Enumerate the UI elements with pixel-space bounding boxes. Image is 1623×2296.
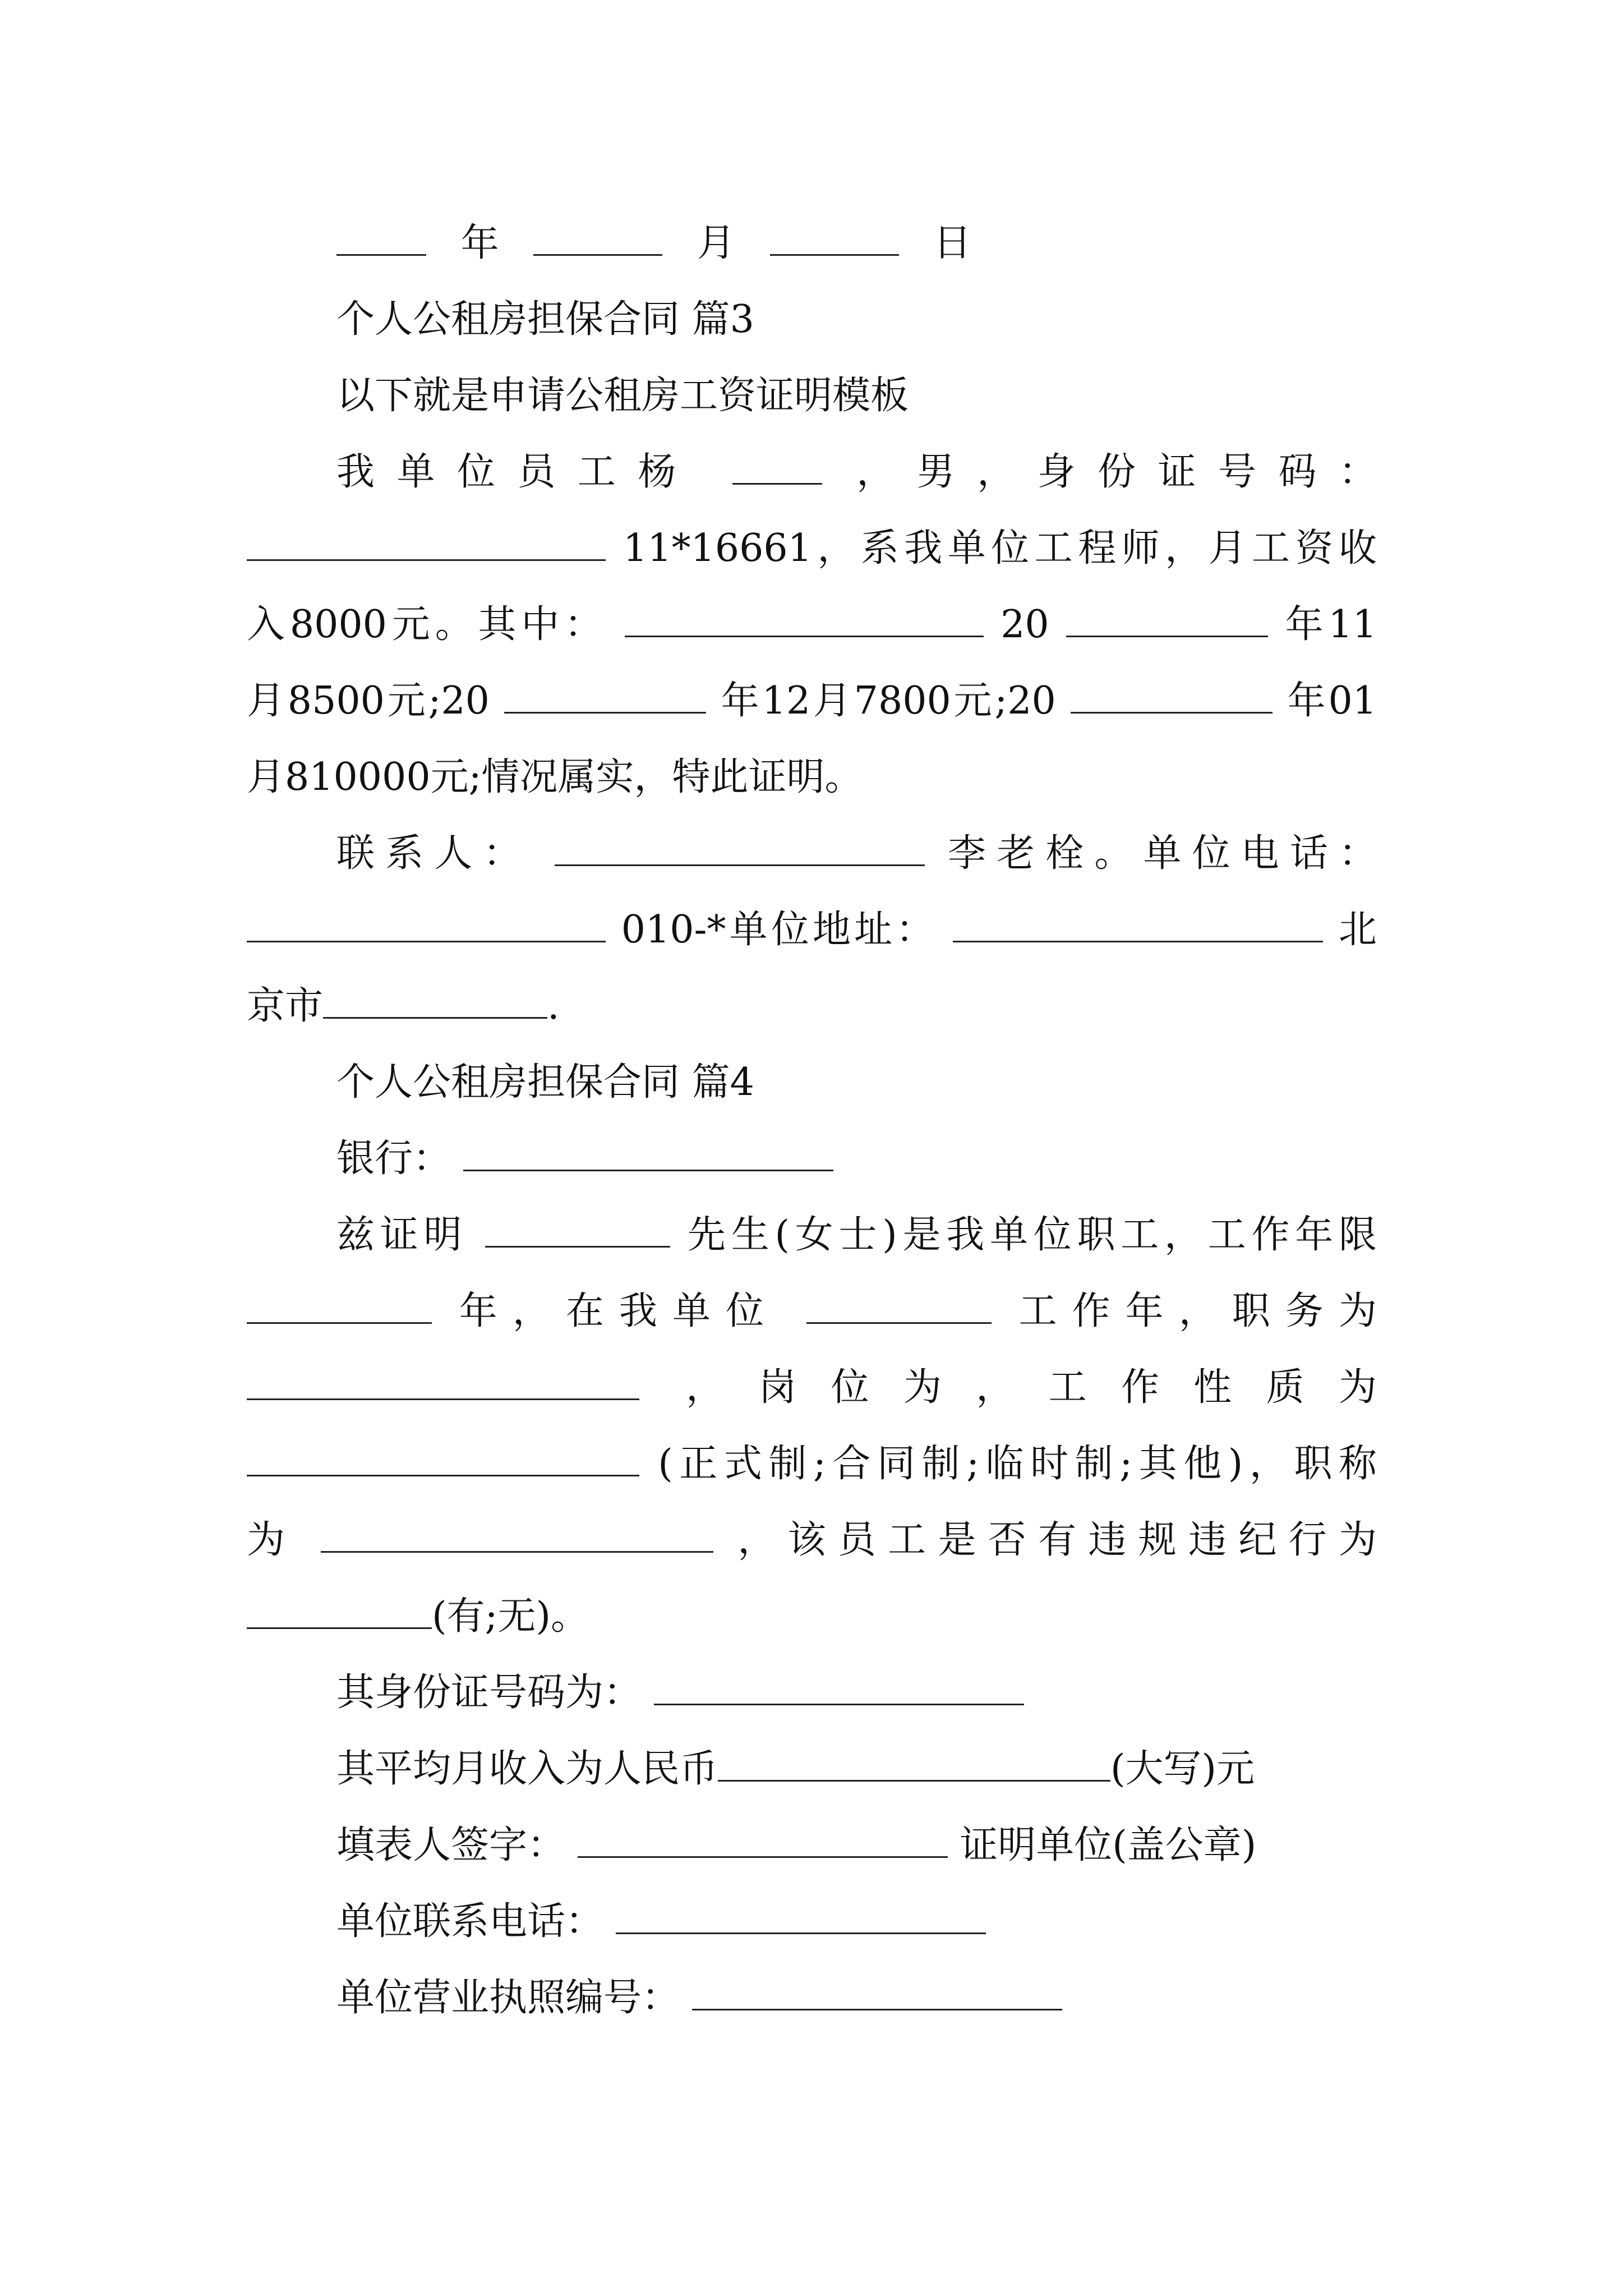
s4-id-line: 其身份证号码为： [247,1655,1377,1731]
blank [953,901,1323,942]
nature-blank [247,1435,639,1476]
day-label: 日 [933,221,972,265]
year-blank [336,214,426,256]
section3-heading: 个人公租房担保合同 篇3 [336,297,754,342]
s4-para1-line2: 年，在我单位 工作年，职务为 [247,1273,1377,1350]
s3-para1-line4: 月8500元;20 年12月7800元;20 年01 [247,663,1377,739]
violation-blank [247,1588,432,1629]
s3-para1-line3: 入8000元。其中： 20 年11 [247,587,1377,663]
s3-para1-line2: 11*16661，系我单位工程师，月工资收 [247,510,1377,587]
name-blank [732,443,822,485]
bank-blank [463,1130,833,1171]
license-blank [692,1969,1062,2010]
day-blank [770,214,899,256]
s4-license-line: 单位营业执照编号： [247,1960,1377,2036]
section4-heading: 个人公租房担保合同 篇4 [336,1060,754,1105]
id-number-blank [654,1664,1024,1705]
s4-sign-line: 填表人签字： 证明单位(盖公章) [247,1807,1377,1884]
blank [323,977,547,1019]
blank [247,1282,432,1324]
s4-bank-line: 银行： [247,1121,1377,1197]
title-blank [321,1511,713,1553]
s4-para1-line1: 兹证明 先生(女士)是我单位职工，工作年限 [247,1197,1377,1273]
s3-para1-line5: 月810000元;情况属实，特此证明。 [247,755,863,799]
s4-income-line: 其平均月收入为人民币 (大写)元 [247,1731,1377,1807]
blank [1066,596,1268,637]
blank [806,1282,992,1324]
blank [504,672,706,714]
s4-para1-line6: (有;无)。 [247,1579,1377,1655]
s4-para1-line3: ，岗位为，工作性质为 [247,1350,1377,1426]
year-label: 年 [460,221,499,265]
date-line [247,205,1377,282]
blank [247,901,606,942]
s3-para2-line1: 联系人： 李老栓。单位电话： [247,816,1377,892]
s4-para1-line4: (正式制;合同制;临时制;其他)，职称 [247,1426,1377,1502]
s3-para1-line1: 我单位员工杨 ，男，身份证号码： [247,434,1377,510]
section3-intro: 以下就是申请公租房工资证明模板 [336,374,909,418]
s3-para2-line2: 010-*单位地址： 北 [247,892,1377,968]
s4-para1-line5: 为 ，该员工是否有违规违纪行为 [247,1502,1377,1579]
month-blank [533,214,662,256]
phone-blank [616,1893,986,1934]
position-blank [247,1359,639,1400]
s3-para2-line3: 京市 . [247,968,1377,1045]
income-blank [718,1740,1110,1782]
blank [1071,672,1272,714]
s4-phone-line: 单位联系电话： [247,1884,1377,1960]
name-blank [485,1206,670,1248]
signature-blank [578,1816,948,1858]
blank [555,825,925,866]
id-blank [247,519,606,561]
blank [625,596,984,637]
month-label: 月 [697,221,735,265]
